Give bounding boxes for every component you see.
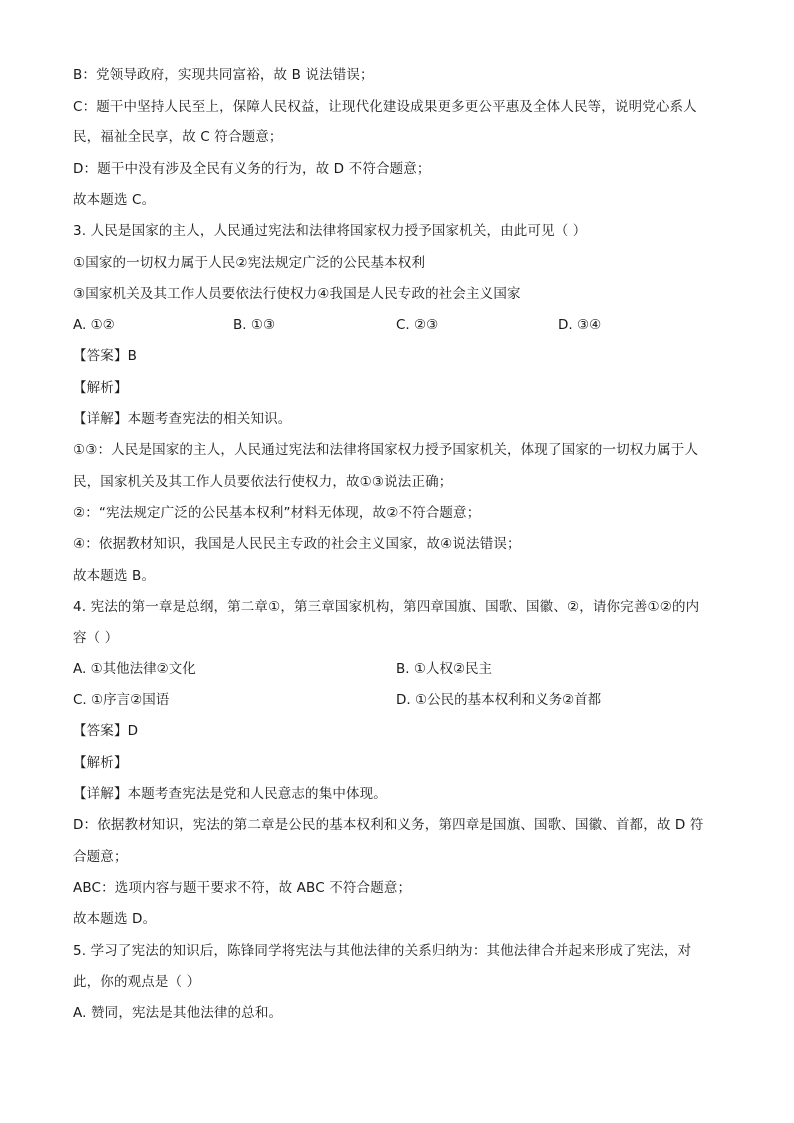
q2-option-c-analysis: C：题干中坚持人民至上，保障人民权益，让现代化建设成果更多更公平惠及全体人民等，说明党心系人 (73, 99, 697, 115)
q5-option-a: A. 赞同，宪法是其他法律的总和。 (73, 1005, 283, 1021)
q3-conclusion: 故本题选 B。 (73, 568, 156, 584)
q4-detail: 【详解】本题考查宪法是党和人民意志的集中体现。 (73, 786, 387, 802)
q4-option-d: D. ①公民的基本权利和义务②首都 (396, 692, 602, 708)
q3-stem: 3. 人民是国家的主人，人民通过宪法和法律将国家权力授予国家机关，由此可见（ ） (73, 223, 587, 239)
q3-option-d: D. ③④ (558, 317, 602, 333)
q4-analysis-abc: ABC：选项内容与题干要求不符，故 ABC 不符合题意； (73, 880, 412, 896)
q4-option-a: A. ①其他法律②文化 (73, 661, 196, 677)
q2-option-b-analysis: B：党领导政府，实现共同富裕，故 B 说法错误； (73, 67, 374, 83)
q5-stem-cont: 此，你的观点是（ ） (73, 974, 201, 990)
q3-statements-2: ③国家机关及其工作人员要依法行使权力④我国是人民专政的社会主义国家 (73, 286, 521, 302)
q2-option-c-analysis-cont: 民，福祉全民享，故 C 符合题意； (73, 129, 283, 145)
q3-statements-1: ①国家的一切权力属于人民②宪法规定广泛的公民基本权利 (73, 255, 426, 271)
q4-analysis-heading: 【解析】 (73, 755, 128, 771)
q3-detail: 【详解】本题考查宪法的相关知识。 (73, 411, 292, 427)
q4-stem: 4. 宪法的第一章是总纲，第二章①，第三章国家机构，第四章国旗、国歌、国徽、②，请你完善①②的内 (73, 599, 700, 615)
q5-stem: 5. 学习了宪法的知识后，陈锋同学将宪法与其他法律的关系归纳为：其他法律合并起来形成了宪法，对 (73, 943, 692, 959)
q4-answer: 【答案】D (73, 723, 139, 739)
q3-option-c: C. ②③ (396, 317, 439, 333)
q4-conclusion: 故本题选 D。 (73, 911, 157, 927)
q4-stem-cont: 容（ ） (73, 630, 119, 646)
q3-analysis-13-cont: 民，国家机关及其工作人员要依法行使权力，故①③说法正确； (73, 474, 453, 490)
q4-option-c: C. ①序言②国语 (73, 692, 170, 708)
q3-option-b: B. ①③ (233, 317, 276, 333)
q4-analysis-d-cont: 合题意； (73, 849, 128, 865)
q3-analysis-13: ①③：人民是国家的主人，人民通过宪法和法律将国家权力授予国家机关，体现了国家的一切权力属于人 (73, 442, 699, 458)
q2-conclusion: 故本题选 C。 (73, 192, 156, 208)
q4-analysis-d: D：依据教材知识，宪法的第二章是公民的基本权利和义务，第四章是国旗、国歌、国徽、首都，故 D 符 (73, 817, 704, 833)
q3-answer: 【答案】B (73, 348, 138, 364)
q2-option-d-analysis: D：题干中没有涉及全民有义务的行为，故 D 不符合题意； (73, 161, 431, 177)
q4-option-b: B. ①人权②民主 (396, 661, 493, 677)
q3-option-a: A. ①② (73, 317, 115, 333)
q3-analysis-heading: 【解析】 (73, 380, 128, 396)
q3-analysis-2: ②：“宪法规定广泛的公民基本权利”材料无体现，故②不符合题意； (73, 505, 481, 521)
q3-analysis-4: ④：依据教材知识，我国是人民民主专政的社会主义国家，故④说法错误； (73, 536, 521, 552)
